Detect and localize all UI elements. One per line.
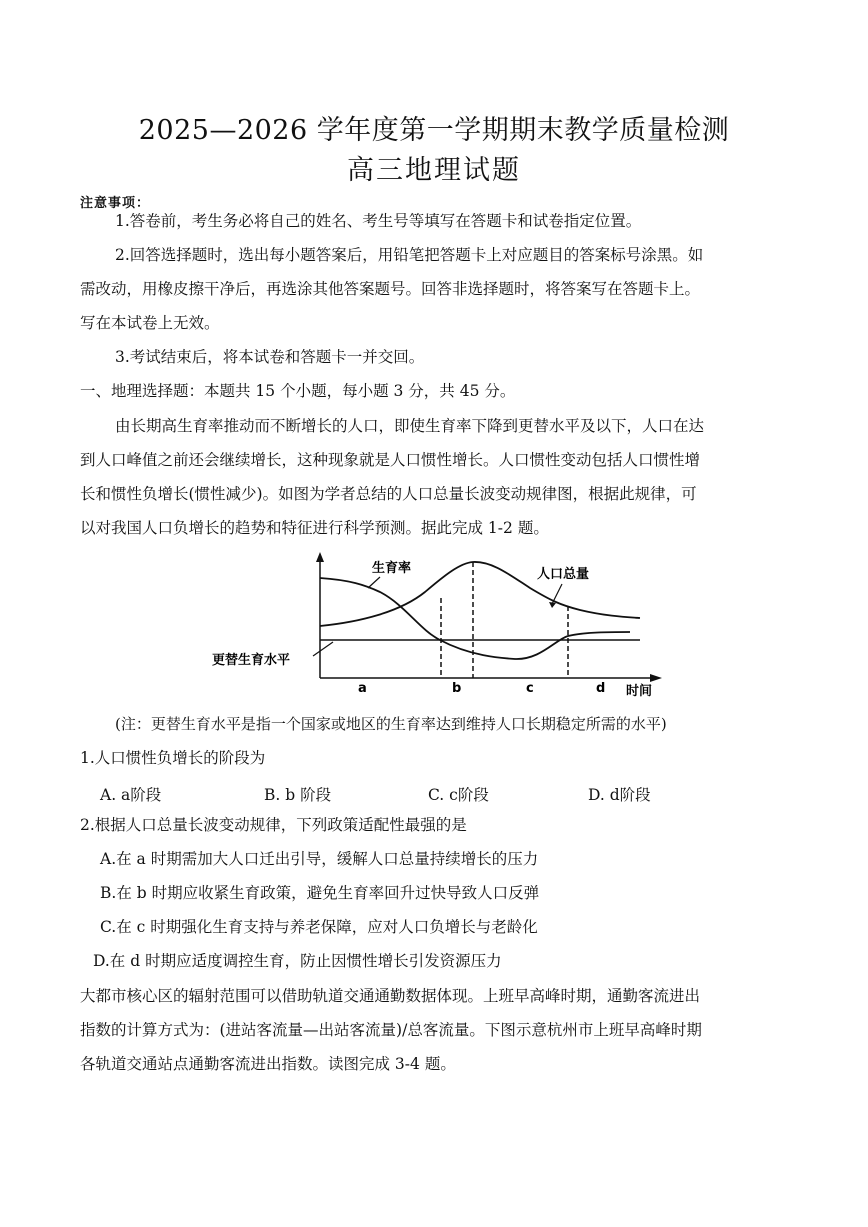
population-total-curve [320,562,640,626]
figure-note: (注：更替生育水平是指一个国家或地区的生育率达到维持人口长期稳定所需的水平) [115,715,667,733]
passage-2-line-3: 各轨道交通站点通勤客流进出指数。读图完成 3-4 题。 [80,1055,456,1073]
population-pointer-arrow [549,602,556,608]
question-2-option-c: C.在 c 时期强化生育支持与养老保障，应对人口负增长与老龄化 [100,918,538,936]
question-1-stem: 1.人口惯性负增长的阶段为 [80,749,266,767]
replacement-level-label: 更替生育水平 [212,653,291,668]
stage-label-a: a [358,681,367,696]
stage-label-c: c [526,681,534,696]
passage-2-line-1: 大都市核心区的辐射范围可以借助轨道交通通勤数据体现。上班早高峰时期，通勤客流进出 [80,987,701,1005]
x-axis-label: 时间 [626,684,653,699]
question-1-option-c: C. c阶段 [428,786,489,804]
passage-1-line-4: 以对我国人口负增长的趋势和特征进行科学预测。据此完成 1-2 题。 [80,519,549,537]
notice-item-3: 3.考试结束后，将本试卷和答题卡一并交回。 [115,348,425,366]
population-label-pointer [552,584,562,604]
passage-1-line-3: 长和惯性负增长(惯性减少)。如图为学者总结的人口总量长波变动规律图，根据此规律，可 [80,485,697,503]
question-1-option-b: B. b 阶段 [264,786,332,804]
replacement-label-pointer [313,642,333,656]
question-1-option-a: A. a阶段 [100,786,162,804]
x-axis-arrow [650,674,662,682]
page-subtitle: 高三地理试题 [347,155,521,186]
y-axis-arrow [316,552,324,562]
notice-item-2-line-1: 2.回答选择题时，选出每小题答案后，用铅笔把答题卡上对应题目的答案标号涂黑。如 [115,246,704,264]
question-2-option-a: A.在 a 时期需加大人口迁出引导，缓解人口总量持续增长的压力 [100,850,539,868]
fertility-rate-label: 生育率 [372,561,412,576]
population-wave-chart [200,550,670,702]
page-title: 2025—2026 学年度第一学期期末教学质量检测 [138,115,730,146]
notice-heading: 注意事项： [80,196,151,211]
notice-item-1: 1.答卷前，考生务必将自己的姓名、考生号等填写在答题卡和试卷指定位置。 [115,212,642,230]
stage-label-b: b [452,681,462,696]
population-total-label: 人口总量 [537,567,590,582]
question-1-option-d: D. d阶段 [588,786,651,804]
question-2-option-d: D.在 d 时期应适度调控生育，防止因惯性增长引发资源压力 [93,952,502,970]
passage-1-line-1: 由长期高生育率推动而不断增长的人口，即使生育率下降到更替水平及以下，人口在达 [115,417,705,435]
passage-2-line-2: 指数的计算方式为：(进站客流量—出站客流量)/总客流量。下图示意杭州市上班早高峰时期 [80,1021,702,1039]
question-2-stem: 2.根据人口总量长波变动规律，下列政策适配性最强的是 [80,816,467,834]
section-heading: 一、地理选择题：本题共 15 个小题，每小题 3 分，共 45 分。 [80,382,516,400]
passage-1-line-2: 到人口峰值之前还会继续增长，这种现象就是人口惯性增长。人口惯性变动包括人口惯性增 [80,451,701,469]
fertility-label-pointer [368,577,380,588]
notice-item-2-line-2: 需改动，用橡皮擦干净后，再选涂其他答案题号。回答非选择题时，将答案写在答题卡上。 [80,280,701,298]
question-2-option-b: B.在 b 时期应收紧生育政策，避免生育率回升过快导致人口反弹 [100,884,540,902]
stage-label-d: d [596,681,606,696]
notice-item-2-line-3: 写在本试卷上无效。 [80,314,220,332]
